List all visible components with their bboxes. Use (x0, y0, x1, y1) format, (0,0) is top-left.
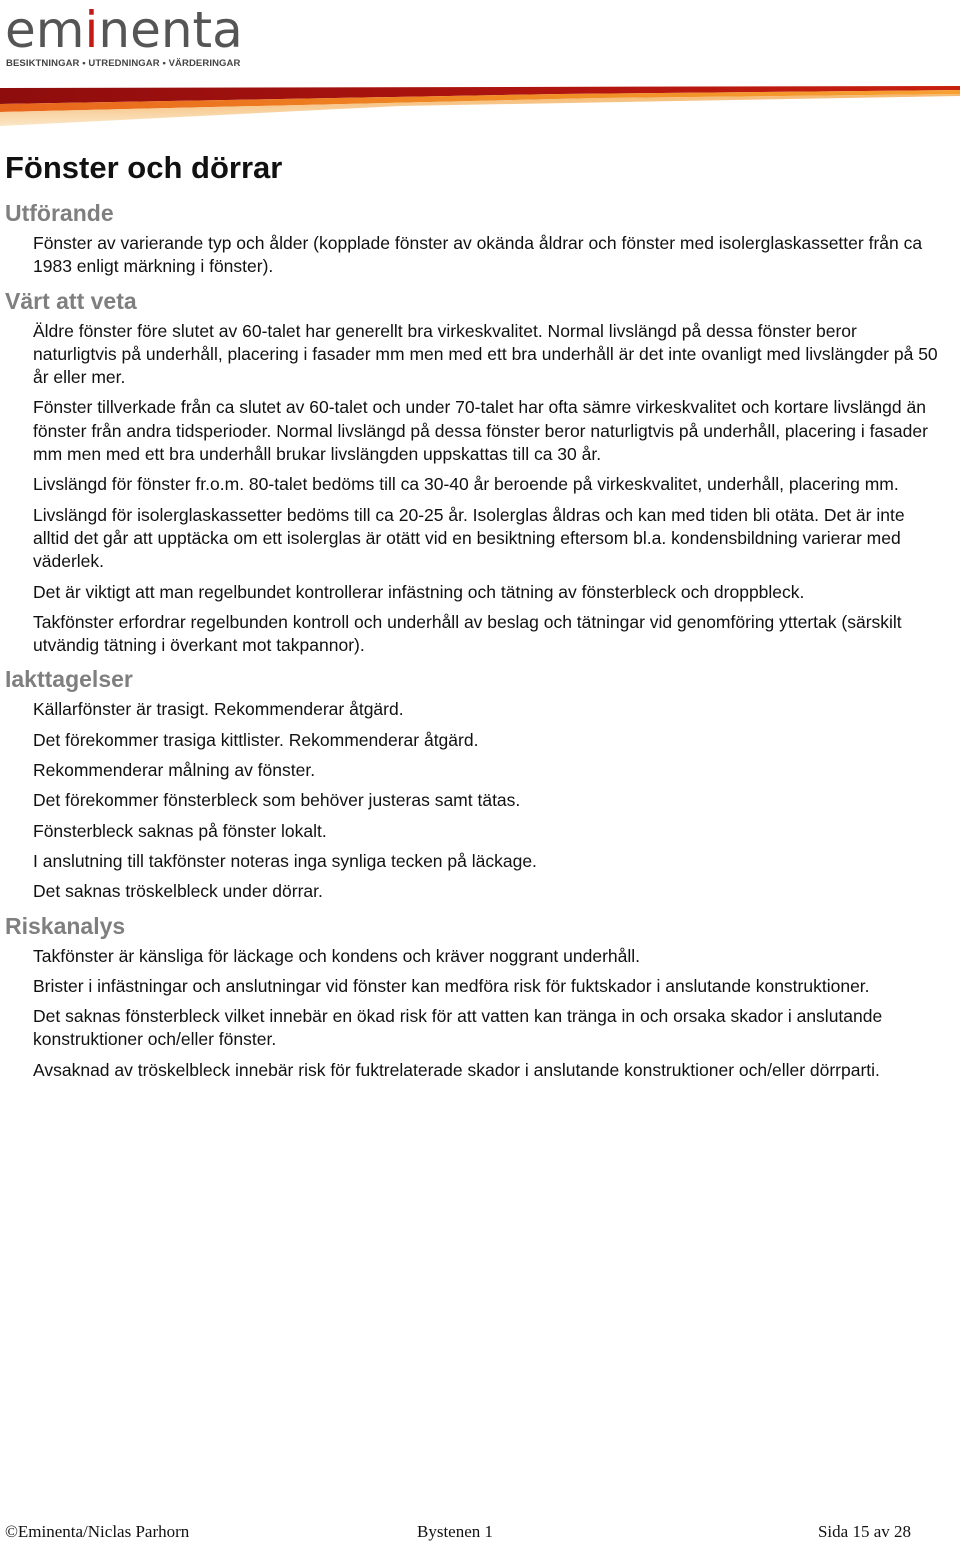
footer-property: Bystenen 1 (417, 1522, 494, 1541)
paragraph: Det förekommer trasiga kittlister. Rekommenderar åtgärd. (33, 729, 479, 750)
paragraph: Brister i infästningar och anslutningar vid fönster kan medföra risk för fuktskador i anslutande konstruktioner. (33, 975, 870, 996)
page-title: Fönster och dörrar (5, 150, 283, 185)
heading-riskanalys: Riskanalys (5, 912, 126, 939)
heading-vart-att-veta: Värt att veta (5, 287, 137, 314)
paragraph: Rekommenderar målning av fönster. (33, 760, 316, 781)
company-logo (5, 2, 245, 72)
main-content (0, 148, 960, 1089)
paragraph: Fönsterbleck saknas på fönster lokalt. (33, 820, 327, 841)
paragraph: Äldre fönster före slutet av 60-talet har generellt bra virkeskvalitet. Normal livslängd på dessa fönster beror naturligtvis på underhåll, placering i fasader mm men med ett bra underhåll är det inte ovanligt med livslängder på 50 år eller mer. (33, 320, 938, 388)
paragraph: Livslängd för fönster fr.o.m. 80-talet bedöms till ca 30-40 år beroende på virkeskvalitet, underhåll, placering mm. (33, 474, 899, 495)
footer-author: ©Eminenta/Niclas Parhorn (5, 1522, 190, 1541)
paragraph: Takfönster är känsliga för läckage och kondens och kräver noggrant underhåll. (33, 945, 641, 966)
paragraph: Källarfönster är trasigt. Rekommenderar åtgärd. (33, 699, 404, 720)
footer-page-number: Sida 15 av 28 (817, 1522, 911, 1541)
paragraph: Det förekommer fönsterbleck som behöver justeras samt tätas. (33, 790, 521, 811)
paragraph: Det saknas tröskelbleck under dörrar. (33, 881, 323, 902)
paragraph: Det är viktigt att man regelbundet kontrollerar infästning och tätning av fönsterbleck och droppbleck. (33, 581, 805, 602)
paragraph: Det saknas fönsterbleck vilket innebär en ökad risk för att vatten kan tränga in och orsaka skador i anslutande konstruktioner och/eller fönster. (33, 1006, 883, 1050)
paragraph: I anslutning till takfönster noteras inga synliga tecken på läckage. (33, 850, 537, 871)
paragraph: Fönster av varierande typ och ålder (kopplade fönster av okända åldrar och fönster med isolerglaskassetter från ca 1983 enligt märkning i fönster). (33, 233, 923, 277)
heading-iakttagelser: Iakttagelser (5, 666, 133, 693)
header-banner (0, 82, 960, 128)
paragraph: Livslängd för isolerglaskassetter bedöms till ca 20-25 år. Isolerglas åldras och kan med tiden bli otäta. Det är inte alltid det går att upptäcka om ett isolerglas är otätt vid en besiktning eftersom bl.a. kondensbildning varierar med väderlek. (33, 504, 905, 572)
logo-tagline: BESIKTNINGAR • UTREDNINGAR • VÄRDERINGAR (6, 58, 241, 69)
page-footer (5, 1522, 911, 1544)
paragraph: Fönster tillverkade från ca slutet av 60-talet och under 70-talet har ofta sämre virkeskvalitet och kortare livslängd än fönster från andra tidsperioder. Normal livslängd på dessa fönster beror naturligtvis på underhåll, placering i fasader mm men med ett bra underhåll brukar livslängden uppskattas till ca 30 år. (33, 397, 928, 465)
paragraph: Takfönster erfordrar regelbunden kontroll och underhåll av beslag och tätningar vid genomföring yttertak (särskilt utvändig tätning i överkant mot takpannor). (33, 611, 902, 656)
heading-utforande: Utförande (5, 200, 114, 226)
logo-wordmark: eminenta (5, 1, 243, 59)
paragraph: Avsaknad av tröskelbleck innebär risk för fuktrelaterade skador i anslutande konstruktioner och/eller dörrparti. (33, 1059, 880, 1080)
